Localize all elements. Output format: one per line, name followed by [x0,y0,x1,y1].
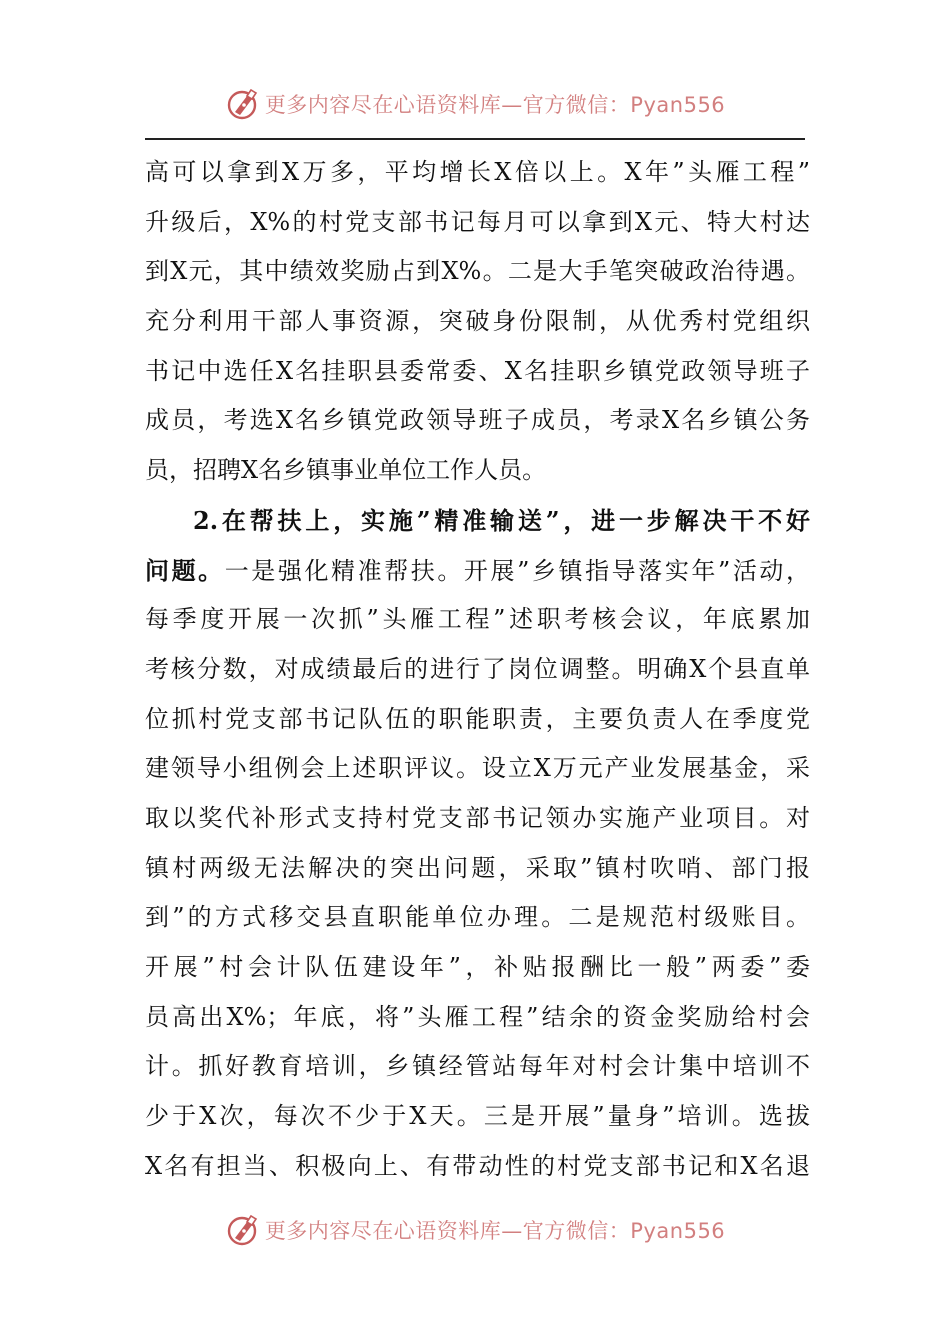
body-line: 每季度开展一次抓”头雁工程”述职考核会议，年底累加 [145,605,810,634]
body-line: 高可以拿到X万多，平均增长X倍以上。X年”头雁工程” [145,158,810,186]
body-line: 成员，考选X名乡镇党政领导班子成员，考录X名乡镇公务 [145,406,810,435]
body-text: 一是强化精准帮扶。开展”乡镇指导落实年”活动， [224,556,810,585]
body-line [145,546,810,596]
body-line: X名有担当、积极向上、有带动性的村党支部书记和X名退 [145,1151,810,1180]
body-line: 升级后，X%的村党支部书记每月可以拿到X元、特大村达 [145,207,810,236]
body-line: 考核分数，对成绩最后的进行了岗位调整。明确X个县直单 [145,654,810,683]
footer-watermark-text: 更多内容尽在心语资料库—官方微信：Pyan556 [264,1219,726,1243]
body-line: 计。抓好教育培训，乡镇经管站每年对村会计集中培训不 [145,1052,810,1081]
pen-nib-circle-icon [225,1212,261,1248]
body-line: 书记中选任X名挂职县委常委、X名挂职乡镇党政领导班子 [145,356,810,385]
body-line: 位抓村党支部书记队伍的职能职责，主要负责人在季度党 [145,704,810,733]
body-line: 员高出X%；年底，将”头雁工程”结余的资金奖励给村会 [145,1002,810,1031]
section-heading-tail: 问题。 [145,555,225,585]
body-line: 到X元，其中绩效奖励占到X%。二是大手笔突破政治待遇。 [145,257,810,286]
pen-nib-circle-icon [225,86,261,122]
body-line: 镇村两级无法解决的突出问题，采取”镇村吹哨、部门报 [145,853,810,882]
header-watermark [0,82,950,126]
body-line: 取以奖代补形式支持村党支部书记领办实施产业项目。对 [145,803,810,832]
header-watermark-text: 更多内容尽在心语资料库—官方微信：Pyan556 [264,93,726,117]
body-line: 建领导小组例会上述职评议。设立X万元产业发展基金，采 [145,754,810,783]
section-heading: 2.在帮扶上，实施”精准输送”，进一步解决干不好 [193,505,810,535]
body-line: 充分利用干部人事资源，突破身份限制，从优秀村党组织 [145,307,810,336]
body-line: 到”的方式移交县直职能单位办理。二是规范村级账目。 [145,903,810,932]
body-line: 员，招聘X名乡镇事业单位工作人员。 [145,456,547,485]
header-rule [145,138,805,140]
body-line: 开展”村会计队伍建设年”，补贴报酬比一般”两委”委 [145,953,810,981]
footer-watermark [0,1208,950,1252]
body-line: 少于X次，每次不少于X天。三是开展”量身”培训。选拔 [145,1102,810,1131]
document-body [145,148,810,1191]
